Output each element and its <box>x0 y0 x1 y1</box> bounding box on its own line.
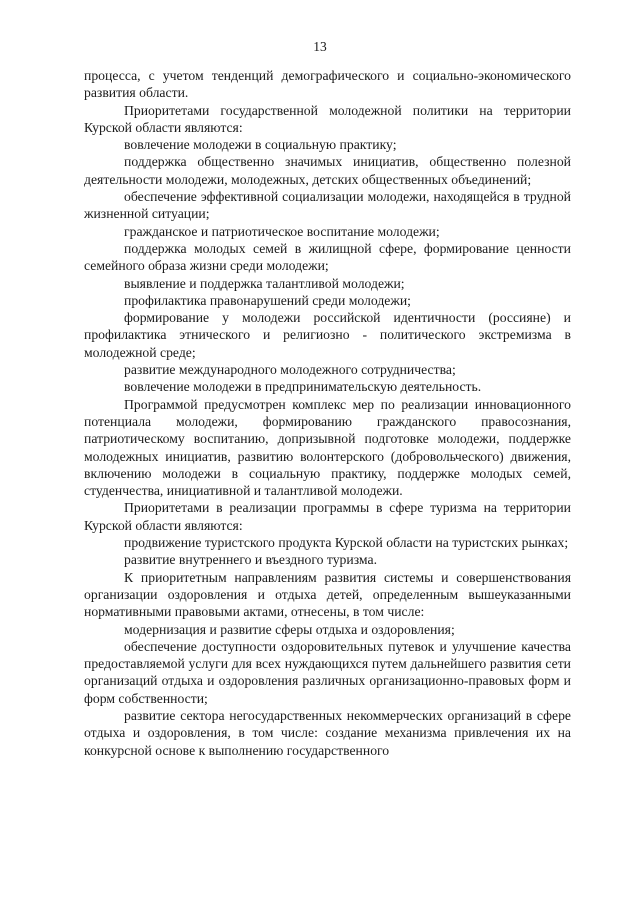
paragraph: профилактика правонарушений среди молодежи; <box>124 292 411 308</box>
paragraph: обеспечение доступности оздоровительных путевок и улучшение качества предоставляемой услуги для всех нуждающихся путем дальнейшего развития сети организаций отдыха и оздоровления различных организационно-правовых форм и форм собственности; <box>84 638 571 706</box>
paragraph: Программой предусмотрен комплекс мер по реализации инновационного потенциала молодежи, формированию гражданского правосознания, патриотическому воспитанию, допризывной подготовке молодежи, поддержке молодежных инициатив, развитию волонтерского (добровольческого) движения, включению молодежи в социальную практику, поддержке молодых семей, студенчества, инициативной и талантливой молодежи. <box>84 396 571 499</box>
paragraph: К приоритетным направлениям развития системы и совершенствования организации оздоровления и отдыха детей, определенным вышеуказанными нормативными правовыми актами, отнесены, в том числе: <box>84 569 571 620</box>
paragraph: Приоритетами государственной молодежной политики на территории Курской области являются: <box>84 102 571 135</box>
paragraph: поддержка молодых семей в жилищной сфере, формирование ценности семейного образа жизни среди молодежи; <box>84 240 571 274</box>
paragraph: гражданское и патриотическое воспитание молодежи; <box>124 223 440 239</box>
paragraph: процесса, с учетом тенденций демографического и социально-экономического развития области. <box>84 68 571 101</box>
paragraph: поддержка общественно значимых инициатив, общественно полезной деятельности молодежи, молодежных, детских общественных объединений; <box>84 154 571 187</box>
paragraph: модернизация и развитие сферы отдыха и оздоровления; <box>124 621 455 637</box>
paragraph: формирование у молодежи российской идентичности (россияне) и профилактика этнического и религиозно - политического экстремизма в молодежной среде; <box>84 310 571 360</box>
paragraph: Приоритетами в реализации программы в сфере туризма на территории Курской области являются: <box>84 500 571 533</box>
paragraph: вовлечение молодежи в социальную практику; <box>124 137 397 153</box>
page-number: 13 <box>313 39 327 54</box>
paragraph: выявление и поддержка талантливой молодежи; <box>124 275 405 291</box>
paragraph: продвижение туристского продукта Курской области на туристских рынках; <box>124 535 569 551</box>
paragraph: развитие международного молодежного сотрудничества; <box>124 362 456 378</box>
paragraph: обеспечение эффективной социализации молодежи, находящейся в трудной жизненной ситуации; <box>84 189 571 222</box>
paragraph: развитие внутреннего и въездного туризма. <box>124 552 377 568</box>
paragraph: вовлечение молодежи в предпринимательскую деятельность. <box>124 379 482 395</box>
paragraph: развитие сектора негосударственных некоммерческих организаций в сфере отдыха и оздоровления, в том числе: создание механизма привлечения их на конкурсной основе к выполнению государственного <box>84 707 571 758</box>
body-text <box>84 67 571 759</box>
